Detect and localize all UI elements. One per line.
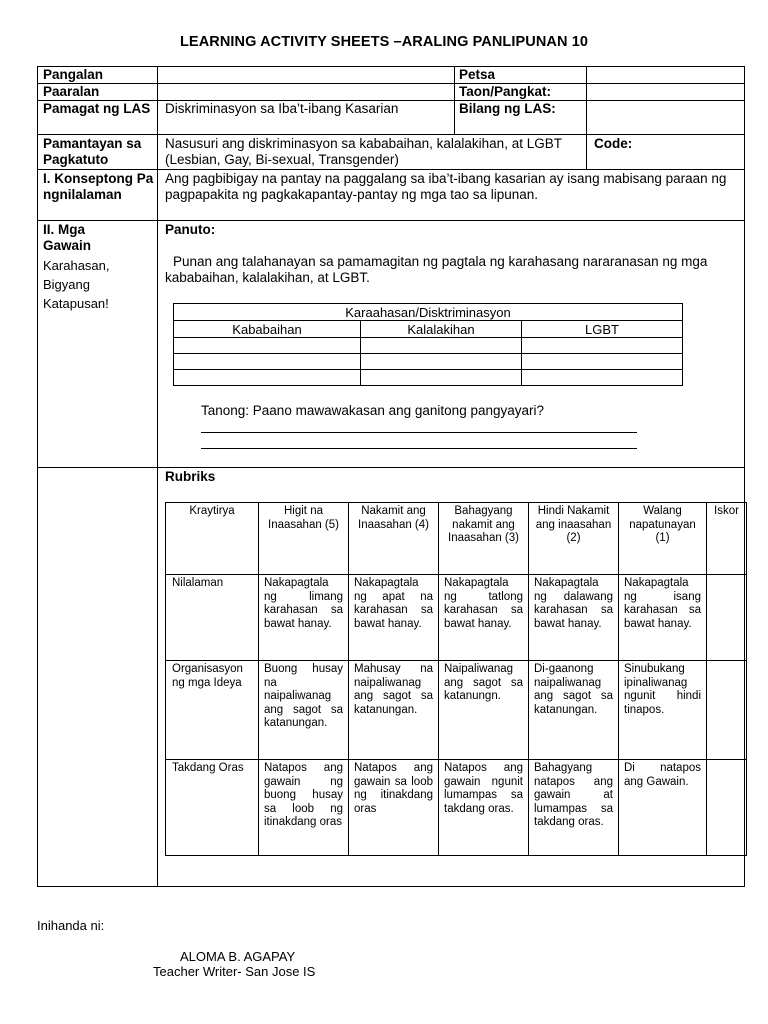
code-label: Code:: [594, 136, 633, 151]
answer-cell[interactable]: [361, 338, 522, 354]
rubric-criterion: Takdang Oras: [166, 760, 259, 856]
rubric-header: Walang napatunayan (1): [619, 503, 707, 575]
pamagat-value: Diskriminasyon sa Iba’t-ibang Kasarian: [165, 101, 399, 116]
answer-cell[interactable]: [174, 338, 361, 354]
rubric-cell: Natapos ang gawain sa loob ng itinakdang oras: [349, 760, 439, 856]
document-title: LEARNING ACTIVITY SHEETS –ARALING PANLIPUNAN 10: [179, 34, 589, 50]
rubric-criterion: Nilalaman: [166, 575, 259, 661]
rubric-criterion: Organisasyon ng mga Ideya: [166, 661, 259, 760]
answer-cell[interactable]: [174, 354, 361, 370]
rubric-cell: Nakapagtala ng dalawang karahasan sa bawat hanay.: [529, 575, 619, 661]
answer-line[interactable]: [201, 432, 637, 433]
rubric-cell: Sinubukang ipinaliwanag ngunit hindi tinapos.: [619, 661, 707, 760]
rubric-header: Iskor: [707, 503, 747, 575]
score-cell[interactable]: [707, 661, 747, 760]
rubrics-table: [165, 502, 747, 856]
karahasan-table: [173, 303, 683, 386]
rubric-header: Bahagyang nakamit ang Inaasahan (3): [439, 503, 529, 575]
rubric-cell: Natapos ang gawain ngunit lumampas sa takdang oras.: [439, 760, 529, 856]
rubric-cell: Buong husay na naipaliwanag ang sagot sa katanungan.: [259, 661, 349, 760]
answer-cell[interactable]: [522, 354, 683, 370]
panuto-label: Panuto:: [165, 222, 216, 237]
pamagat-label: Pamagat ng LAS: [43, 101, 151, 116]
activity-title: Karahasan, Bigyang Katapusan!: [43, 258, 110, 311]
answer-line[interactable]: [201, 448, 637, 449]
score-cell[interactable]: [707, 575, 747, 661]
tanong-text: Tanong: Paano mawawakasan ang ganitong pangyayari?: [201, 403, 544, 418]
rubric-cell: Bahagyang natapos ang gawain at lumampas sa takdang oras.: [529, 760, 619, 856]
answer-cell[interactable]: [522, 370, 683, 386]
rubric-cell: Nakapagtala ng tatlong karahasan sa bawat hanay.: [439, 575, 529, 661]
konsepto-label: I. Konseptong Pangnilalaman: [43, 171, 154, 202]
column-lgbt: LGBT: [522, 321, 683, 338]
rubric-cell: Naipaliwanag ang sagot sa katanungn.: [439, 661, 529, 760]
answer-cell[interactable]: [174, 370, 361, 386]
taon-pangkat-label: Taon/Pangkat:: [459, 84, 552, 99]
rubric-header: Kraytirya: [166, 503, 259, 575]
rubric-cell: Di-gaanong naipaliwanag ang sagot sa katanungan.: [529, 661, 619, 760]
konsepto-text: Ang pagbibigay na pantay na paggalang sa iba’t-ibang kasarian ay isang mabisang paraan ng pagpapakita ng pagkakapantay-pantay ng mga tao sa lipunan.: [165, 171, 727, 202]
rubric-header: Higit na Inaasahan (5): [259, 503, 349, 575]
rubric-cell: Nakapagtala ng isang karahasan sa bawat hanay.: [619, 575, 707, 661]
bilang-label: Bilang ng LAS:: [459, 101, 556, 116]
pamantayan-label: Pamantayan sa Pagkatuto: [43, 136, 142, 167]
rubric-header: Hindi Nakamit ang inaasahan (2): [529, 503, 619, 575]
rubric-cell: Nakapagtala ng apat na karahasan sa bawat hanay.: [349, 575, 439, 661]
petsa-label: Petsa: [459, 67, 496, 82]
answer-cell[interactable]: [522, 338, 683, 354]
paaralan-label: Paaralan: [43, 84, 100, 99]
author-role: Teacher Writer- San Jose IS: [153, 964, 316, 979]
answer-cell[interactable]: [361, 370, 522, 386]
answer-cell[interactable]: [361, 354, 522, 370]
karahasan-table-title: Karaahasan/Disktriminasyon: [174, 304, 683, 321]
author-name: ALOMA B. AGAPAY: [180, 949, 296, 964]
gawain-label: II. Mga Gawain: [43, 222, 92, 253]
column-kalalakihan: Kalalakihan: [361, 321, 522, 338]
rubric-header: Nakamit ang Inaasahan (4): [349, 503, 439, 575]
rubric-cell: Natapos ang gawain ng buong husay sa loob ng itinakdang oras: [259, 760, 349, 856]
panuto-text: Punan ang talahanayan sa pamamagitan ng pagtala ng karahasang nararanasan ng mga kababaihan, kalalakihan, at LGBT.: [165, 254, 708, 285]
pamantayan-value: Nasusuri ang diskriminasyon sa kababaihan, kalalakihan, at LGBT (Lesbian, Gay, Bi-sexual, Transgender): [165, 136, 562, 167]
rubric-cell: Nakapagtala ng limang karahasan sa bawat hanay.: [259, 575, 349, 661]
pangalan-label: Pangalan: [43, 67, 104, 82]
column-kababaihan: Kababaihan: [174, 321, 361, 338]
rubric-cell: Mahusay na naipaliwanag ang sagot sa katanungan.: [349, 661, 439, 760]
inihanda-label: Inihanda ni:: [37, 918, 105, 933]
score-cell[interactable]: [707, 760, 747, 856]
rubric-cell: Di natapos ang Gawain.: [619, 760, 707, 856]
rubriks-label: Rubriks: [165, 469, 216, 484]
